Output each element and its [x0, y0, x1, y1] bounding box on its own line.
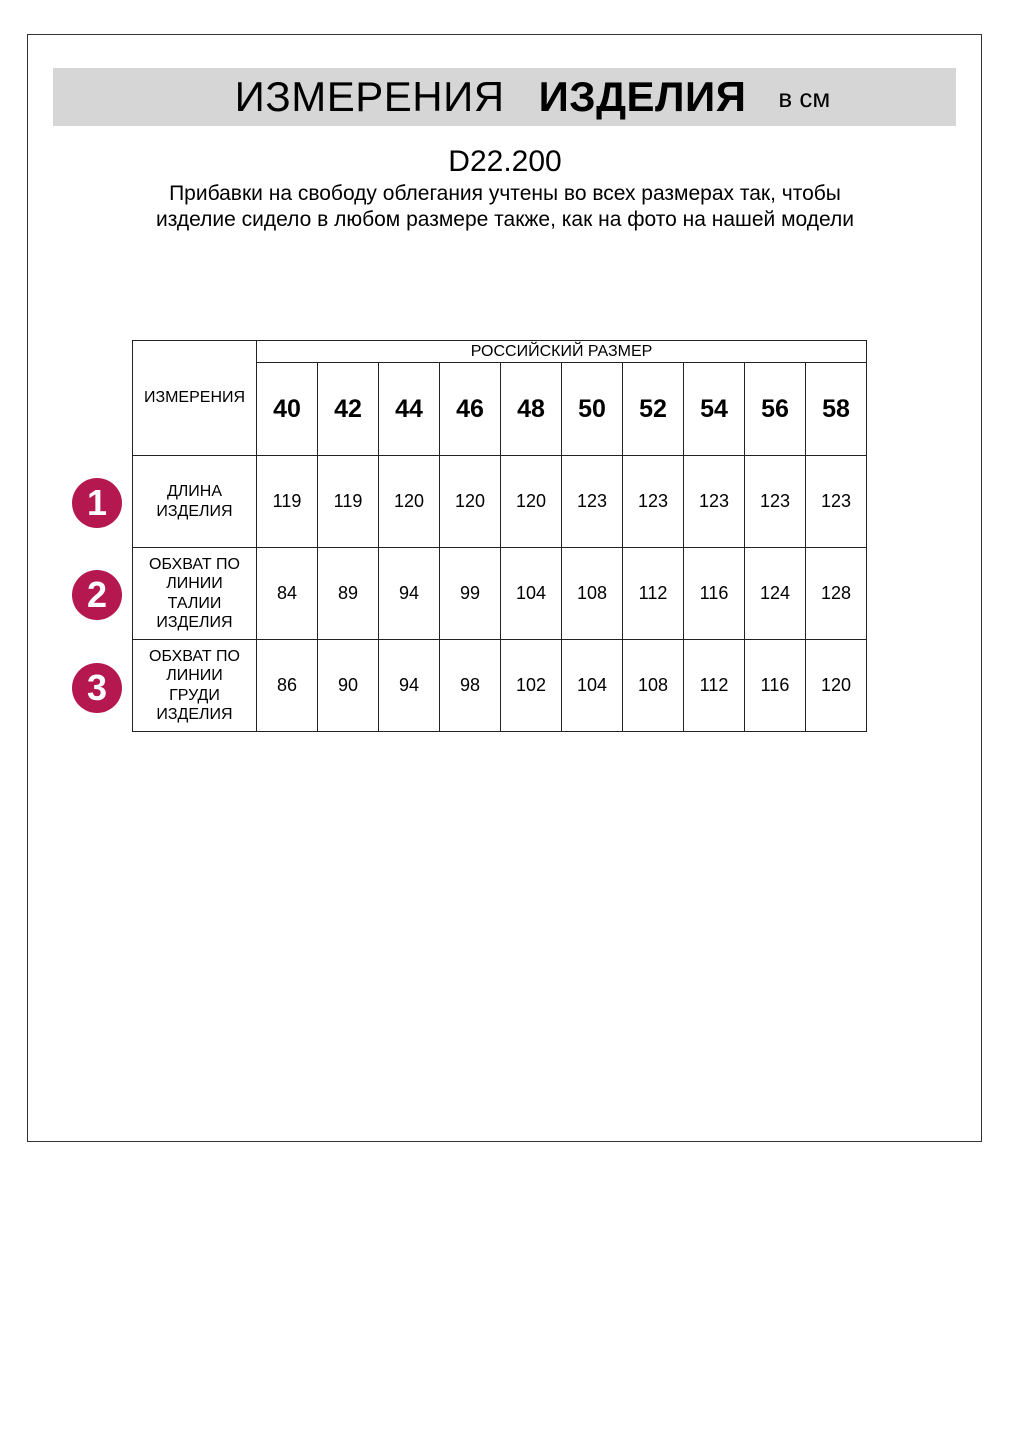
title-measurements: ИЗМЕРЕНИЯ	[234, 73, 505, 120]
row-label-line: ОБХВАТ ПО	[149, 555, 240, 573]
value-cell: 123	[623, 456, 684, 548]
size-header: 54	[684, 363, 745, 456]
size-header: 50	[562, 363, 623, 456]
product-code: D22.200	[448, 145, 562, 178]
value-cell: 84	[257, 548, 318, 640]
value-cell: 89	[318, 548, 379, 640]
value-cell: 99	[440, 548, 501, 640]
row-marker-3: 3	[72, 663, 122, 713]
value-cell: 112	[623, 548, 684, 640]
value-cell: 108	[623, 640, 684, 732]
value-cell: 116	[684, 548, 745, 640]
fit-note: Прибавки на свободу облегания учтены во всех размерах так, чтобы изделие сидело в любом размере также, как на фото на нашей модели	[156, 182, 854, 231]
value-cell: 128	[806, 548, 867, 640]
table-row	[133, 548, 867, 640]
value-cell: 123	[745, 456, 806, 548]
row-label-line: ЛИНИИ	[166, 667, 223, 684]
measurements-header: ИЗМЕРЕНИЯ	[133, 341, 257, 456]
size-header: 58	[806, 363, 867, 456]
value-cell: 119	[318, 456, 379, 548]
value-cell: 123	[684, 456, 745, 548]
value-cell: 108	[562, 548, 623, 640]
row-label-line: ИЗДЕЛИЯ	[156, 614, 233, 631]
size-header: 48	[501, 363, 562, 456]
row-label-line: ИЗДЕЛИЯ	[156, 502, 233, 520]
row-label-line: ОБХВАТ ПО	[149, 647, 240, 665]
value-cell: 124	[745, 548, 806, 640]
size-header: 40	[257, 363, 318, 456]
value-cell: 94	[379, 640, 440, 732]
size-header: 46	[440, 363, 501, 456]
row-label-line: ДЛИНА	[166, 483, 223, 500]
value-cell: 123	[562, 456, 623, 548]
row-label-line: ГРУДИ	[169, 686, 220, 704]
size-header: 56	[745, 363, 806, 456]
value-cell: 123	[806, 456, 867, 548]
title-units: в см	[778, 82, 831, 113]
row-marker-1: 1	[72, 478, 122, 528]
table-row	[133, 640, 867, 732]
row-marker-2: 2	[72, 570, 122, 620]
value-cell: 104	[562, 640, 623, 732]
value-cell: 120	[501, 456, 562, 548]
value-cell: 86	[257, 640, 318, 732]
row-label-length	[133, 456, 257, 548]
value-cell: 116	[745, 640, 806, 732]
value-cell: 119	[257, 456, 318, 548]
value-cell: 120	[806, 640, 867, 732]
value-cell: 104	[501, 548, 562, 640]
title-product: ИЗДЕЛИЯ	[538, 73, 747, 120]
size-group-header: РОССИЙСКИЙ РАЗМЕР	[257, 341, 867, 363]
row-label-chest	[133, 640, 257, 732]
value-cell: 90	[318, 640, 379, 732]
size-header: 44	[379, 363, 440, 456]
row-label-line: ИЗДЕЛИЯ	[156, 706, 233, 723]
row-label-line: ТАЛИИ	[167, 594, 222, 612]
table-row	[133, 456, 867, 548]
value-cell: 102	[501, 640, 562, 732]
value-cell: 94	[379, 548, 440, 640]
size-header: 42	[318, 363, 379, 456]
size-header: 52	[623, 363, 684, 456]
value-cell: 98	[440, 640, 501, 732]
value-cell: 120	[440, 456, 501, 548]
size-table	[132, 340, 867, 732]
value-cell: 112	[684, 640, 745, 732]
row-label-line: ЛИНИИ	[166, 575, 223, 592]
value-cell: 120	[379, 456, 440, 548]
row-label-waist	[133, 548, 257, 640]
title-bar	[53, 68, 956, 126]
